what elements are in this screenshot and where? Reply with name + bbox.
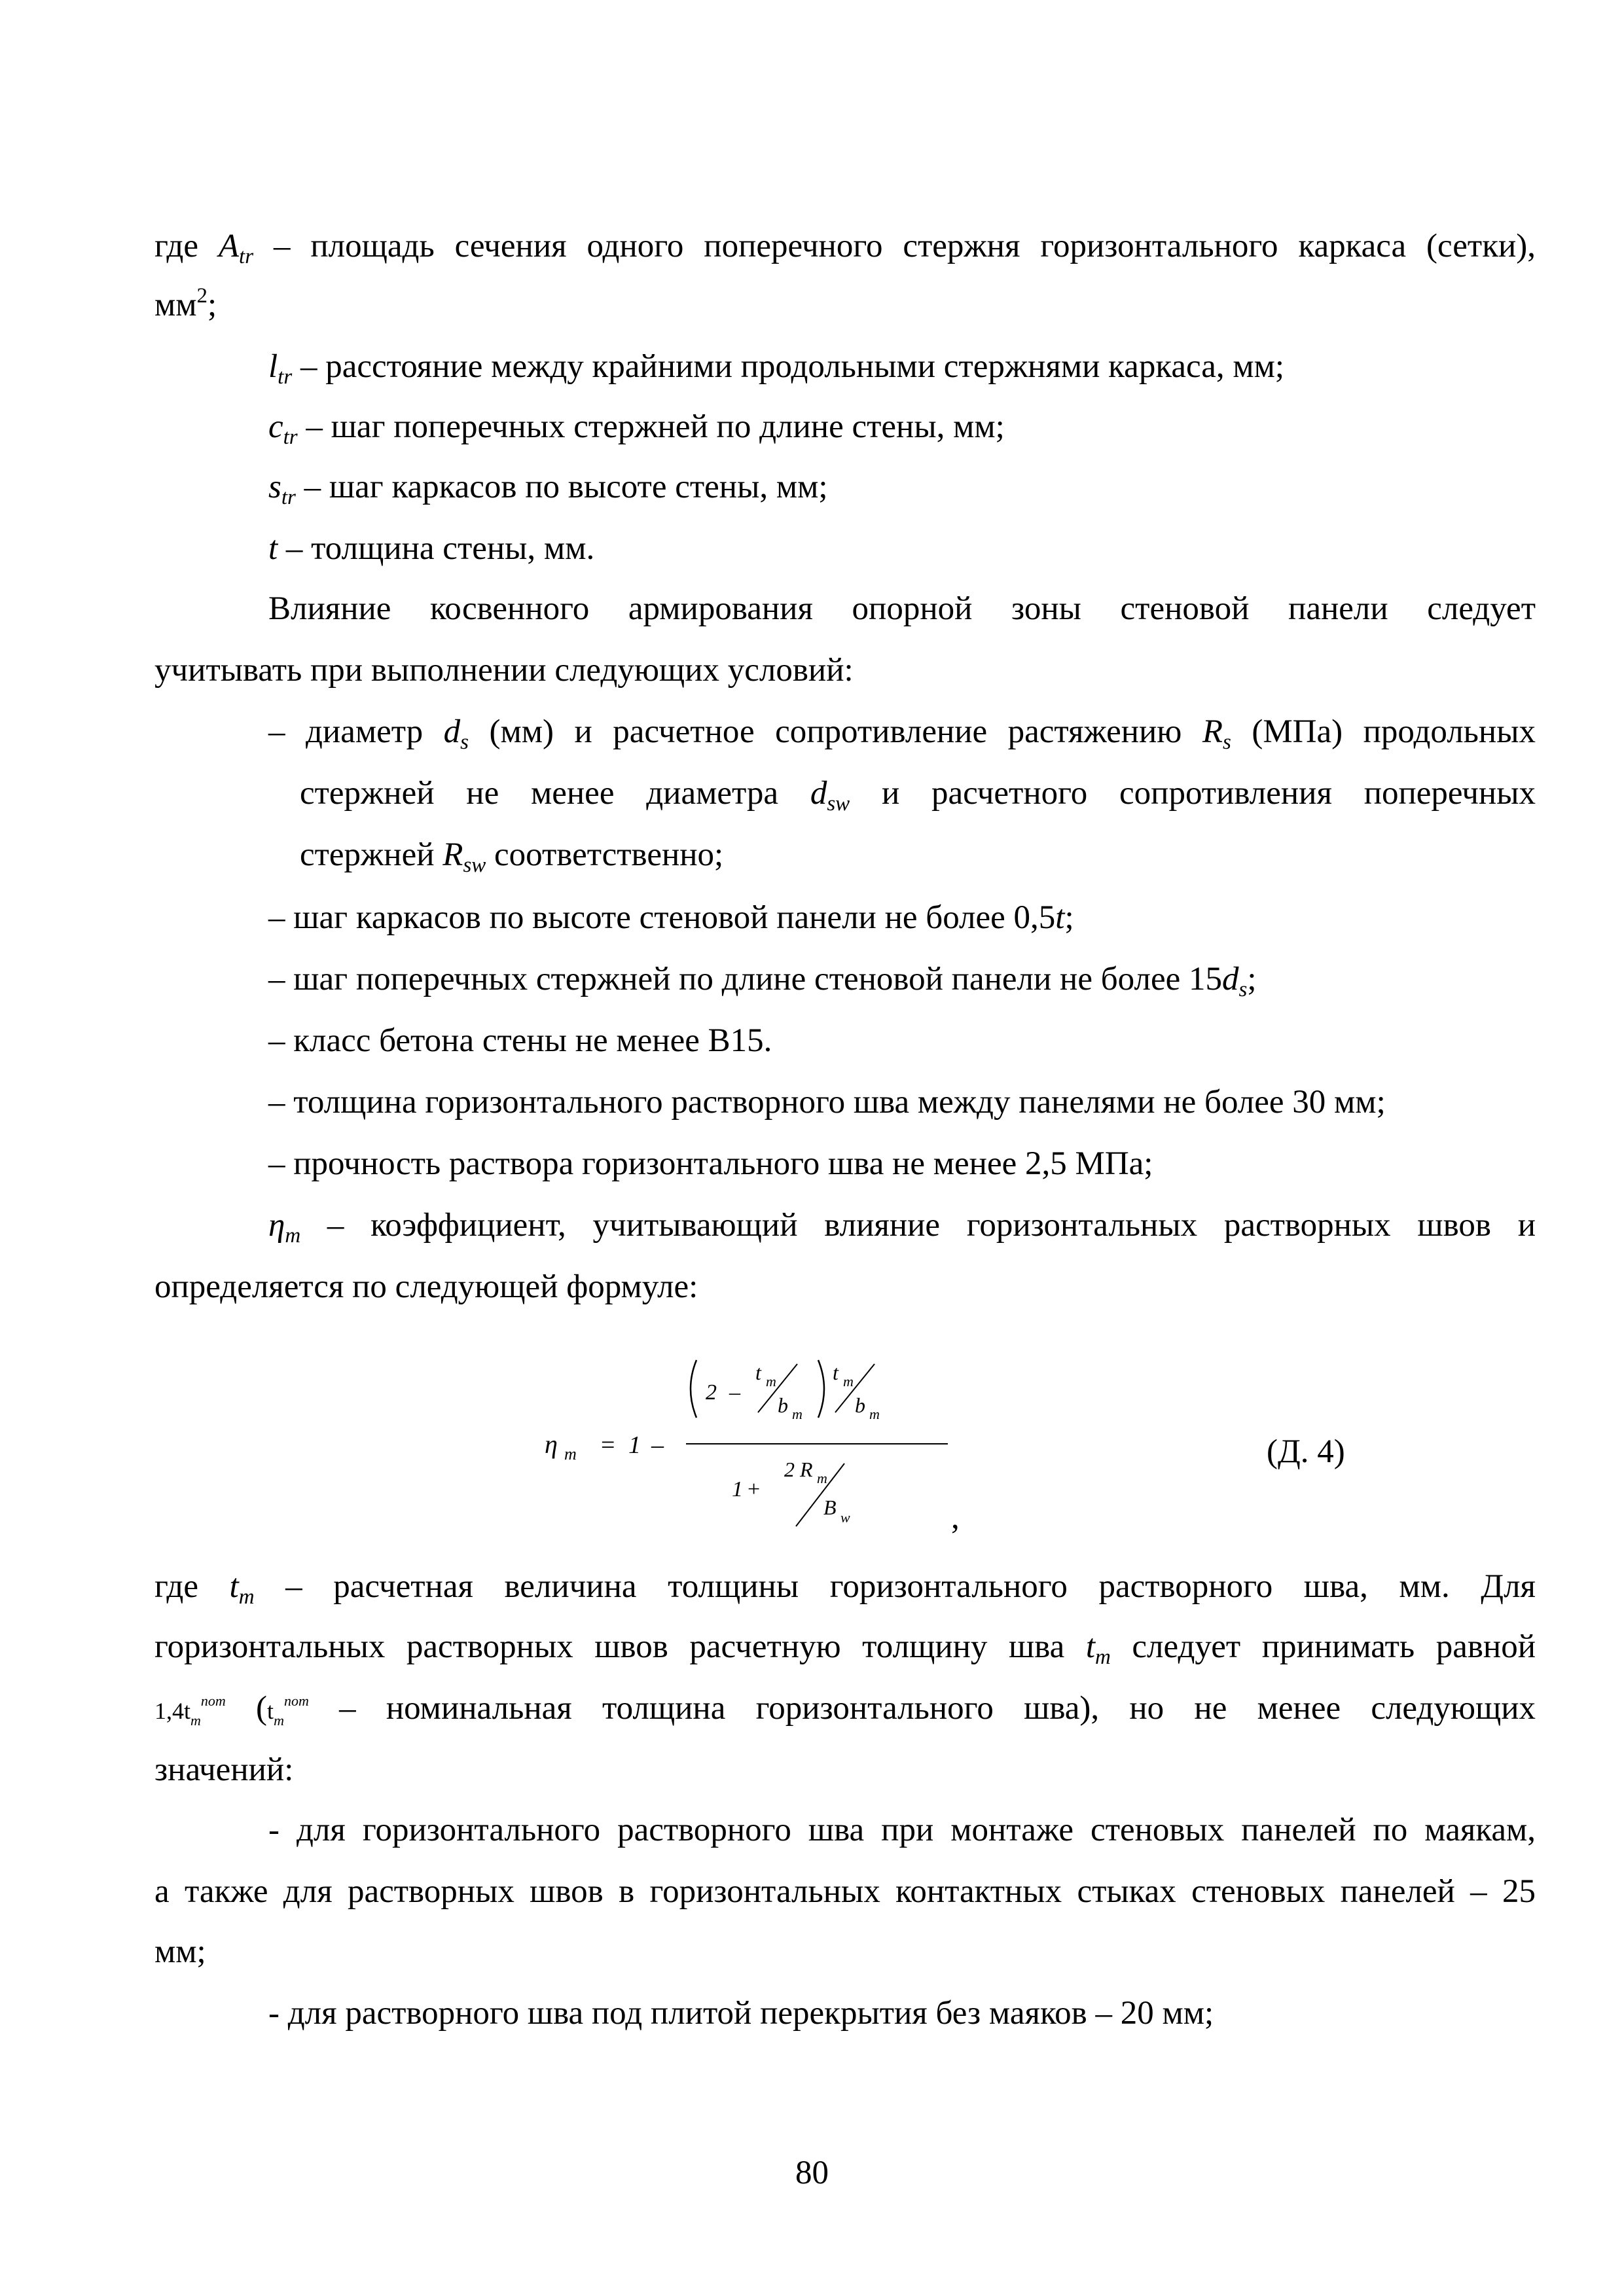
formula-number: (Д. 4) [1267, 1433, 1345, 1470]
formula-den-one: 1 [732, 1477, 743, 1501]
definition-str: $s_{tr}$ – шаг каркасов по высоте стены, мм; [268, 469, 828, 509]
paragraph-tm-line4: значений: [154, 1751, 294, 1788]
formula-equals: = [601, 1431, 615, 1459]
bullet-diameter-line3: стержней $R_{sw}$ соответственно; [300, 836, 724, 877]
formula-t2: t [833, 1361, 839, 1384]
formula-left-paren [691, 1360, 696, 1418]
formula-b2: b [855, 1393, 865, 1417]
formula-eta-sub: m [564, 1444, 577, 1463]
bullet-frame-step: – шаг каркасов по высоте стеновой панели не более 0,5t; [268, 899, 1074, 936]
paragraph-tm-line2: горизонтальных растворных швов расчетную толщину шва $t_m$ следует принимать равной [154, 1628, 1536, 1669]
formula-plus: + [748, 1477, 761, 1501]
formula-right-paren [818, 1360, 824, 1418]
formula-t2-sub: m [843, 1373, 854, 1390]
paragraph-beacons-line3: мм; [154, 1933, 206, 1970]
bullet-joint-thickness: – толщина горизонтального растворного шва между панелями не более 30 мм; [268, 1084, 1386, 1121]
page-number: 80 [795, 2155, 829, 2191]
paragraph-beacons-line2: а также для растворных швов в горизонтальных контактных стыках стеновых панелей – 25 [154, 1873, 1536, 1910]
paragraph-atr-line1: где $A_{tr}$ – площадь сечения одного поперечного стержня горизонтального каркаса (сетки), [154, 228, 1536, 268]
formula-t1: t [755, 1361, 761, 1384]
formula-graphic [537, 1335, 995, 1532]
bullet-diameter-line2: стержней не менее диаметра $d_{sw}$ и расчетного сопротивления поперечных [300, 775, 1536, 816]
paragraph-influence-line1: Влияние косвенного армирования опорной зоны стеновой панели следует [268, 590, 1536, 627]
bullet-mortar-strength: – прочность раствора горизонтального шва не менее 2,5 МПа; [268, 1145, 1153, 1182]
definition-ltr: $l_{tr}$ – расстояние между крайними продольными стержнями каркаса, мм; [268, 348, 1285, 389]
formula-b2-sub: m [869, 1406, 880, 1422]
paragraph-eta-line2: определяется по следующей формуле: [154, 1268, 698, 1305]
formula-bw-sub: w [840, 1509, 850, 1526]
formula-b1: b [778, 1393, 788, 1417]
formula-2r: 2 R [784, 1458, 813, 1481]
formula-minus: – [651, 1431, 664, 1459]
paragraph-atr-line2: $мм^2$; [154, 284, 217, 323]
paragraph-influence-line2: учитывать при выполнении следующих условий: [154, 652, 854, 689]
formula-two: 2 [706, 1380, 717, 1405]
formula-r-sub: m [817, 1470, 827, 1486]
paragraph-no-beacons: - для растворного шва под плитой перекрытия без маяков – 20 мм; [268, 1995, 1214, 2032]
definition-t: t – толщина стены, мм. [268, 530, 595, 567]
formula-num-minus: – [729, 1380, 740, 1405]
bullet-diameter-line1: – диаметр $d_s$ (мм) и расчетное сопротивление растяжению $R_s$ (МПа) продольных [268, 713, 1536, 754]
formula-eta: η [545, 1429, 558, 1459]
formula-comma: , [951, 1499, 960, 1536]
formula-t1-sub: m [766, 1373, 776, 1390]
formula-b1-sub: m [792, 1406, 803, 1422]
formula-eta-m [537, 1335, 995, 1532]
formula-one: 1 [628, 1431, 641, 1459]
paragraph-beacons-line1: - для горизонтального растворного шва при монтаже стеновых панелей по маякам, [268, 1812, 1536, 1848]
definition-ctr: $c_{tr}$ – шаг поперечных стержней по длине стены, мм; [268, 408, 1005, 449]
paragraph-eta-line1: $\eta_m$ – коэффициент, учитывающий влияние горизонтальных растворных швов и [268, 1207, 1536, 1247]
paragraph-tm-line1: где $t_m$ – расчетная величина толщины горизонтального растворного шва, мм. Для [154, 1568, 1536, 1609]
bullet-concrete-class: – класс бетона стены не менее В15. [268, 1022, 772, 1059]
paragraph-tm-line3: $1,4t_m^{nom}$ ($t_m^{nom}$ – номинальная толщина горизонтального шва), но не менее следующих [154, 1690, 1536, 1729]
formula-bw: B [823, 1496, 837, 1519]
bullet-bar-step: – шаг поперечных стержней по длине стеновой панели не более $15d_s$; [268, 961, 1257, 1001]
